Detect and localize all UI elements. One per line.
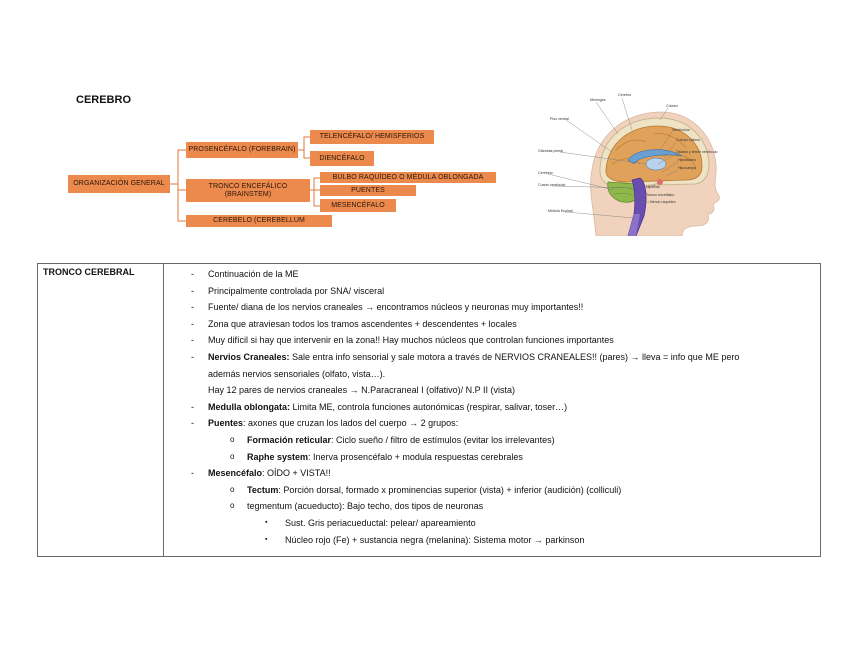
list-item-continuation: Hay 12 pares de nervios craneales → N.Paracraneal I (olfativo)/ N.P II (vista) <box>208 385 515 396</box>
brain-label-hipocampo: Hipocampo <box>678 166 697 170</box>
brain-label-medula-espinal: Médula Espinal <box>548 209 573 213</box>
diagram-tronco-box: TRONCO ENCEFÁLICO (BRAINSTEM) <box>186 179 310 202</box>
dash-marker: - <box>191 285 194 296</box>
list-item: - Continuación de la ME <box>164 266 820 283</box>
brain-label-hipofisis: Hipófisis <box>646 185 660 189</box>
list-item: - Fuente/ diana de los nervios craneales → encontramos núcleos y neuronas muy importantes!! <box>164 299 820 316</box>
row-title: TRONCO CEREBRAL <box>38 264 164 557</box>
connector-pros-tele <box>298 137 310 150</box>
brain-label-cuarto-ventriculo: Cuarto ventrículo <box>538 183 566 187</box>
circle-marker: o <box>230 434 235 444</box>
square-marker: ▪ <box>265 518 268 526</box>
sub-list-item: o Raphe system: Inerva prosencéfalo + modula respuestas cerebrales <box>164 449 820 466</box>
list-item: - Mesencéfalo: OÍDO + VISTA!! <box>164 465 820 482</box>
connector-tronco-mese <box>310 190 320 206</box>
list-item: - Zona que atraviesan todos los tramos ascendentes + descendentes + locales <box>164 316 820 333</box>
diagram-telencefalo-box: TELENCÉFALO/ HEMISFERIOS <box>310 130 434 144</box>
connector-pros-dien <box>298 150 310 158</box>
list-item: - Medulla oblongata: Limita ME, controla funciones autonómicas (respirar, salivar, toser…) <box>164 399 820 416</box>
page-title: CEREBRO <box>76 94 132 106</box>
brain-sagittal-illustration <box>536 90 724 236</box>
dash-marker: - <box>191 401 194 412</box>
sub-list-item: o Formación reticular: Ciclo sueño / filtro de estímulos (evitar los irrelevantes) <box>164 432 820 449</box>
circle-marker: o <box>230 501 235 511</box>
brain-label-cuerpo-calloso: Cuerpo calloso <box>676 138 700 142</box>
diagram-diencefalo-box: DIENCÉFALO <box>310 151 374 166</box>
brain-label-tronco-encefalico: Tronco encefálico <box>646 193 675 197</box>
list-item: - Muy difícil si hay que intervenir en la zona!! Hay muchos núcleos que controlan funciones importantes <box>164 332 820 349</box>
dash-marker: - <box>191 269 194 279</box>
circle-marker: o <box>230 451 235 461</box>
diagram-prosencefalo-box: PROSENCÉFALO (FOREBRAIN) <box>186 142 298 158</box>
brain-label-glandula-pineal: Glándula pineal <box>538 149 563 153</box>
square-marker: ▪ <box>265 535 268 543</box>
brain-label-cerebro: Cerebro <box>618 93 631 97</box>
sub-sub-list-item: ▪ Núcleo rojo (Fe) + sustancia negra (melanina): Sistema motor → parkinson <box>164 532 820 549</box>
brain-label-ventriculos: Ventrículos <box>672 128 690 132</box>
connector-tronco-bulbo <box>310 178 320 190</box>
dash-marker: - <box>191 318 194 329</box>
diagram-root-box: ORGANIZACIÓN GENERAL <box>68 175 170 193</box>
brain-label-hipotalamo: Hipotálamo <box>678 158 697 162</box>
diagram-mesencefalo-box: MESENCÉFALO <box>320 199 396 212</box>
circle-marker: o <box>230 484 235 494</box>
diagram-puentes-box: PUENTES <box>320 185 416 196</box>
diagram-cerebelo-box: CEREBELO (CEREBELLUM <box>186 215 332 227</box>
list-item: - Nervios Craneales: Sale entra info sensorial y sale motora a través de NERVIOS CRANEALES!! (pares) → lleva = info que ME pero <box>164 349 820 366</box>
sub-list-item: o Tectum: Porción dorsal, formado x prominencias superior (vista) + inferior (audición) (colliculi) <box>164 482 820 499</box>
brain-label-nervio-raquideo: Nervio raquídeo <box>650 200 676 204</box>
notes-content-cell <box>164 264 821 557</box>
dash-marker: - <box>191 418 194 429</box>
sub-list-item: o tegmentum (acueducto): Bajo techo, dos tipos de neuronas <box>164 498 820 515</box>
notes-table <box>37 263 821 557</box>
brain-label-craneo: Cráneo <box>666 104 678 108</box>
dash-marker: - <box>191 302 194 313</box>
connector-root-prosencefalo <box>170 150 186 184</box>
dash-marker: - <box>191 351 194 362</box>
list-item: - Puentes: axones que cruzan los lados del cuerpo → 2 grupos: <box>164 415 820 432</box>
list-item: - Principalmente controlada por SNA/ visceral <box>164 283 820 300</box>
diagram-bulbo-box: BULBO RAQUÍDEO O MÉDULA OBLONGADA <box>320 172 496 183</box>
brain-label-talamo: Tálamo y tercer ventrículo <box>676 150 718 154</box>
sub-sub-list-item: ▪ Sust. Gris periacueductal: pelear/ apareamiento <box>164 515 820 532</box>
list-item-continuation: además nervios sensoriales (olfato, vista…). <box>208 368 386 379</box>
brain-label-meninges: Meninges <box>590 98 606 102</box>
brain-label-cerebelo: Cerebelo <box>538 171 553 175</box>
dash-marker: - <box>191 468 194 479</box>
brain-label-piso-ventral: Piso ventral <box>550 117 569 121</box>
table-row <box>38 264 821 557</box>
dash-marker: - <box>191 335 194 346</box>
